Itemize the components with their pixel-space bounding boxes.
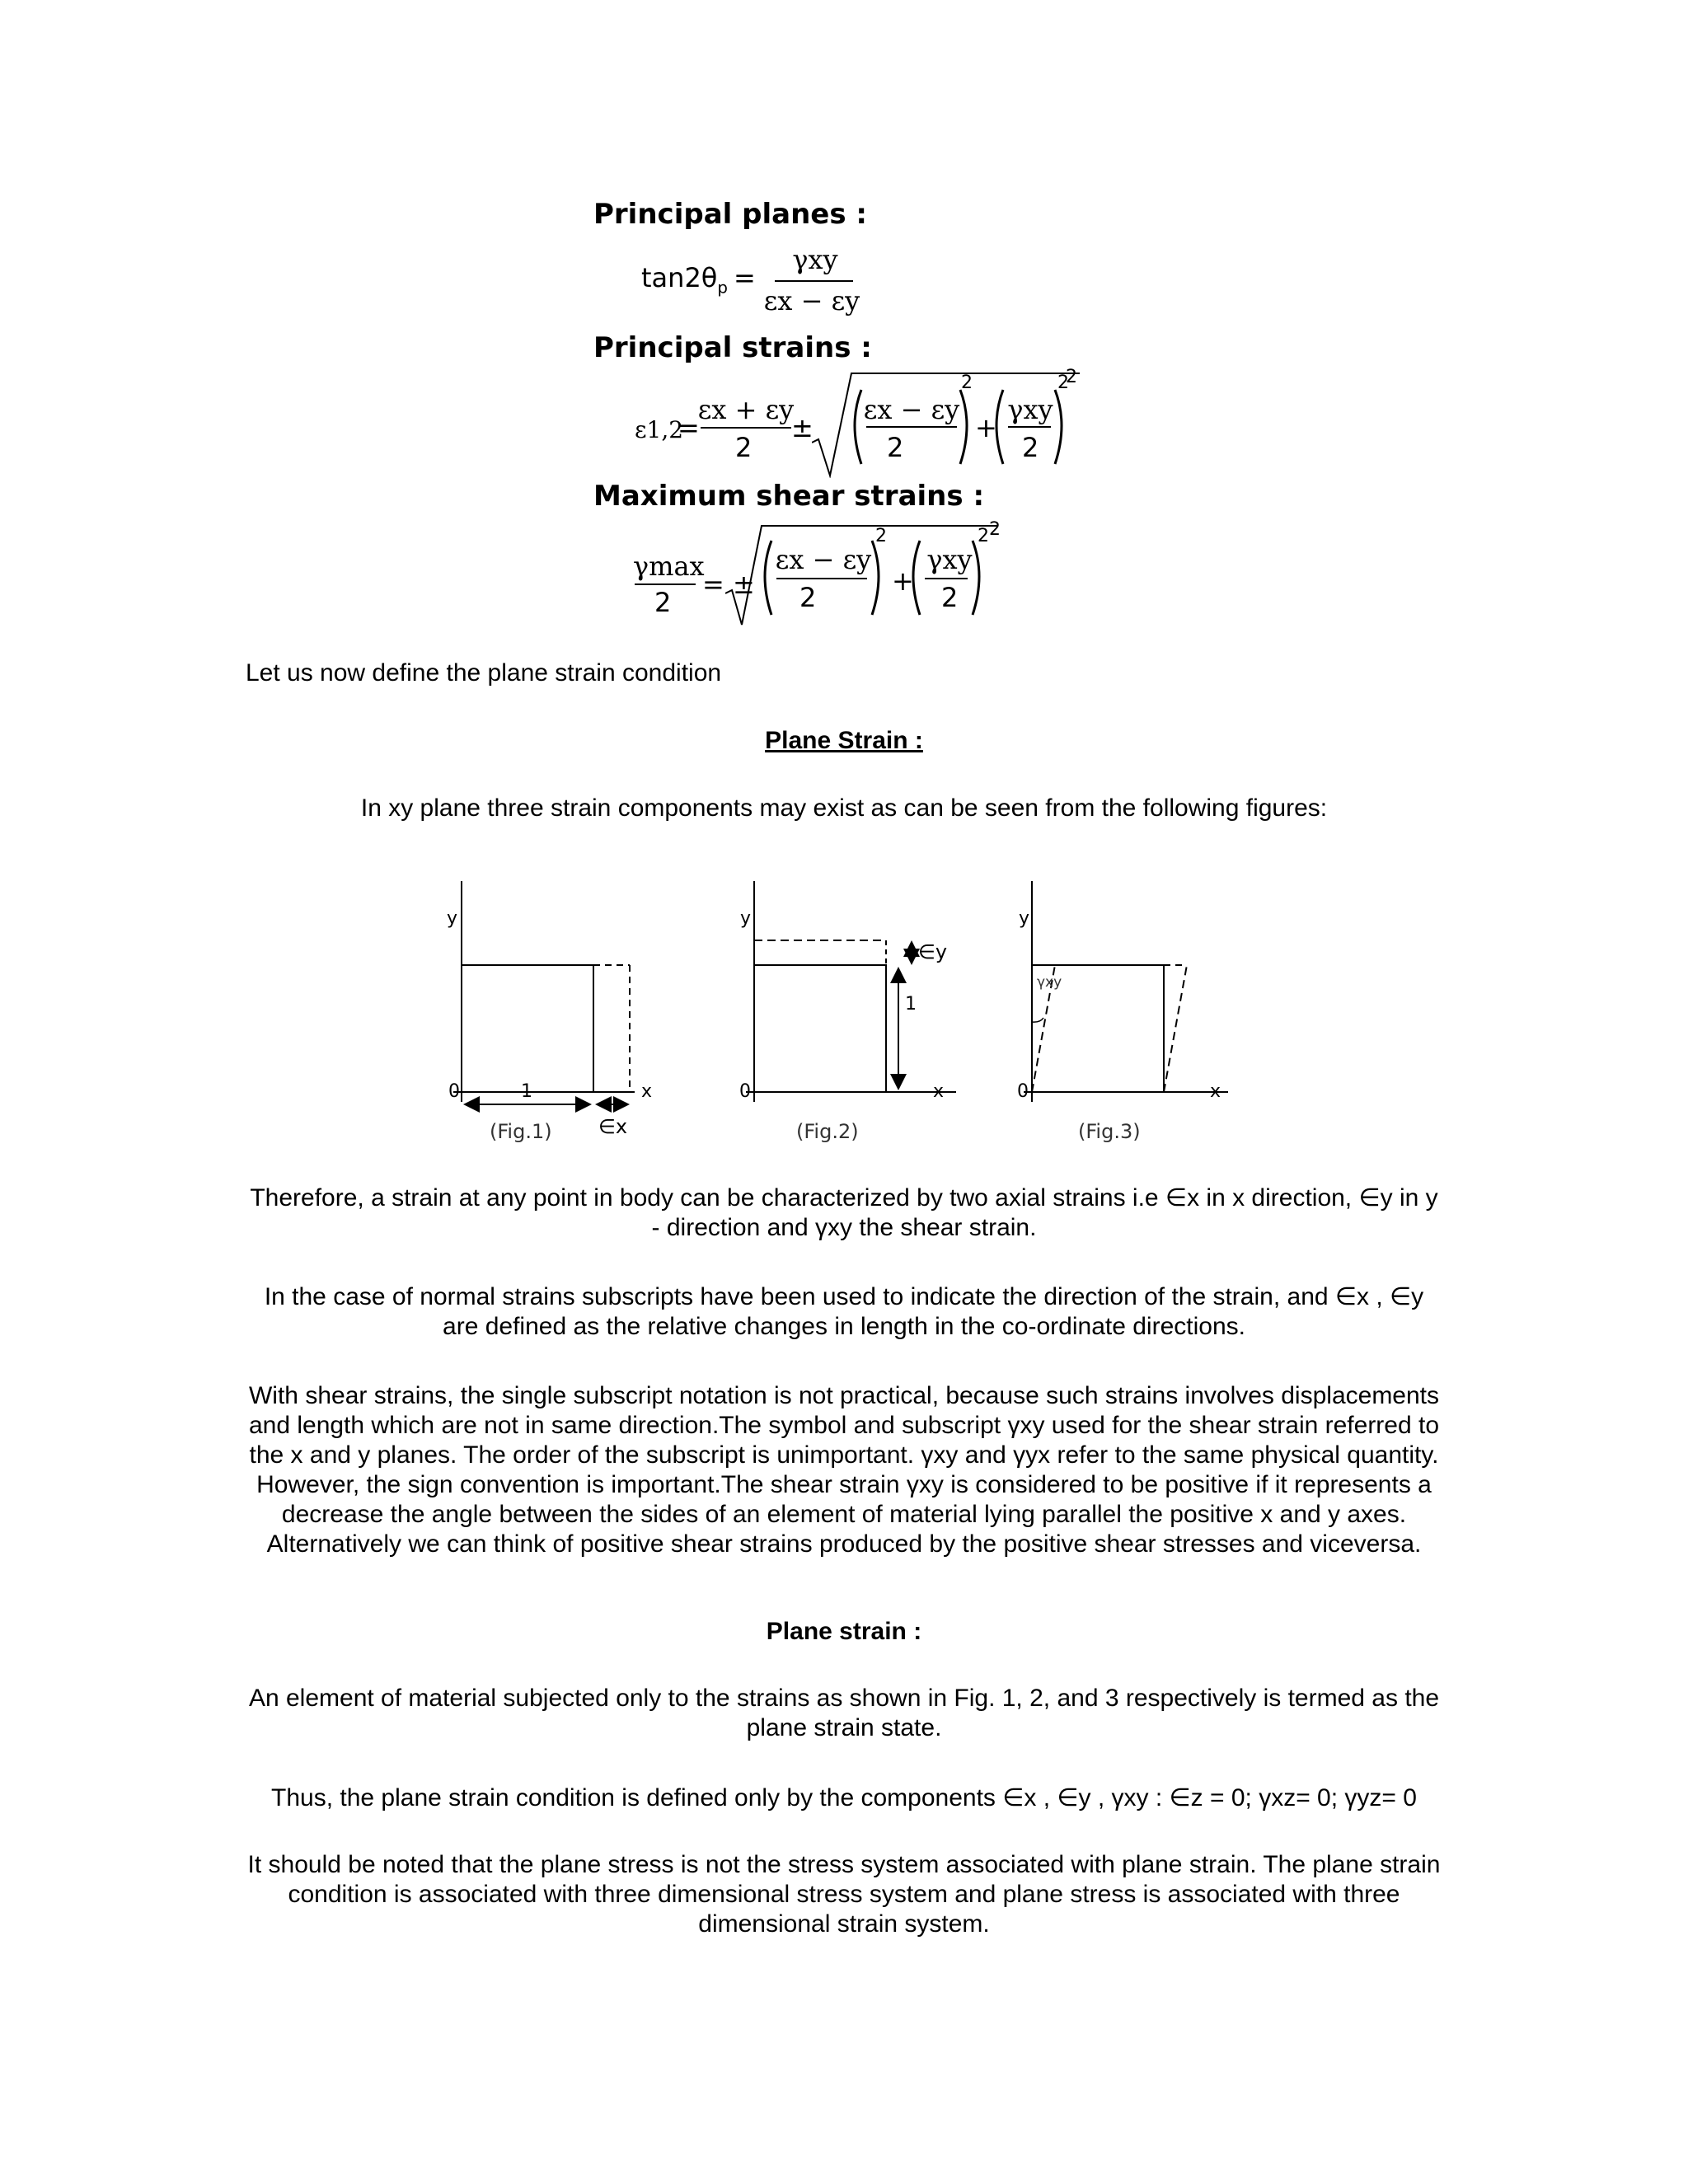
fig2-epsy-label: ∈y [918, 940, 948, 963]
two-den-4: 2 [654, 587, 672, 618]
paragraph-plane-strain-components: Thus, the plane strain condition is defined only by the components ∈x , ∈y , γxy : ∈z = 0; γxz= 0; γyz= 0 [271, 1784, 1417, 1811]
fig1-y-label: y [447, 908, 458, 929]
equals-sign: = [734, 262, 756, 293]
two-den-5: 2 [799, 582, 817, 613]
plus-sign: + [975, 412, 997, 443]
tan-numerator: γxy [792, 244, 838, 275]
fig1-one-label: 1 [521, 1081, 532, 1102]
square-exp-3: 2 [875, 526, 887, 546]
tan-lhs: $\tan 2\theta_p$ [641, 262, 728, 298]
square-exp-2: 2 [1057, 373, 1069, 393]
section-title-plane-strain: Plane Strain : [765, 727, 923, 754]
principal-strains-heading: Principal strains : [593, 331, 872, 364]
fig3-caption: (Fig.3) [1078, 1120, 1141, 1143]
plus-sign-2: + [892, 565, 914, 597]
equals-sign-2: = [678, 412, 700, 443]
eps12-lhs: ε1,2 [635, 416, 684, 443]
fraction-bar-5 [635, 583, 696, 585]
diff-numerator-2: εx − εy [775, 544, 872, 575]
two-den-6: 2 [941, 582, 959, 613]
gmax-numerator: γmax [633, 551, 705, 582]
fig3-shear-angle-arc [1032, 1018, 1043, 1022]
paren-left-2 [996, 390, 1003, 464]
figure-3 [1017, 881, 1228, 1143]
sqrt-exp: 2 [1066, 367, 1077, 387]
fig1-element [462, 965, 593, 1092]
paragraph-normal-strains: In the case of normal strains subscripts have been used to indicate the direction of the strain, and ∈x , ∈y are defined as the relative changes in length in the co-ordinate directions. [264, 1283, 1424, 1340]
fig2-one-label: 1 [905, 994, 917, 1015]
fig2-element [754, 965, 886, 1092]
fig1-caption: (Fig.1) [490, 1120, 552, 1143]
section-title-plane-strain-2: Plane strain : [766, 1618, 922, 1645]
sum-numerator: εx + εy [697, 394, 795, 425]
fraction-bar-2 [701, 427, 791, 429]
strain-figures [412, 869, 1278, 1150]
paragraph-plane-stress-note: It should be noted that the plane stress is not the stress system associated with plane strain. The plane strain condition is associated with three dimensional stress system and plane stress is associated with three dimensional strain system. [247, 1851, 1441, 1938]
fraction-bar [775, 280, 853, 282]
figure-1 [447, 881, 652, 1143]
fig2-origin: 0 [739, 1081, 751, 1102]
tan-denominator: εx − εy [763, 285, 860, 316]
fig3-origin: 0 [1017, 1081, 1029, 1102]
paragraph-plane-strain-state: An element of material subjected only to the strains as shown in Fig. 1, 2, and 3 respectively is termed as the plane strain state. [248, 1685, 1440, 1741]
gamma-numerator-2: γxy [926, 544, 973, 575]
square-exp: 2 [961, 373, 973, 393]
equals-pm: = ± [702, 569, 755, 600]
fig2-x-label: x [933, 1081, 945, 1102]
fig1-origin: 0 [448, 1081, 460, 1102]
max-shear-heading: Maximum shear strains : [593, 480, 985, 513]
fig1-x-label: x [641, 1081, 653, 1102]
square-exp-4: 2 [978, 526, 989, 546]
paren-left-4 [913, 541, 920, 615]
two-den-3: 2 [1022, 432, 1039, 463]
principal-planes-heading: Principal planes : [593, 198, 867, 231]
intro-line: Let us now define the plane strain condition [246, 659, 722, 687]
diff-numerator: εx − εy [863, 394, 960, 425]
fig2-y-label: y [740, 908, 752, 929]
fig2-caption: (Fig.2) [796, 1120, 859, 1143]
paren-right-2 [1055, 390, 1062, 464]
paragraph-shear-strains: With shear strains, the single subscript notation is not practical, because such strains involves displacements and length which are not in same direction.The symbol and subscript γxy used for the shear strain referred to the x and y planes. The order of the subscript is unimportant. γxy and γyx refer to the same physical quantity. However, the sign convention is important.The shear strain γxy is considered to be positive if it represents a decrease the angle between the sides of an element of material lying parallel the positive x and y axes. Alternatively we can think of positive shear strains produced by the positive shear stresses and viceversa. [248, 1382, 1440, 1558]
fig3-dashed-right [1164, 965, 1187, 1092]
paragraph-figures-intro: In xy plane three strain components may exist as can be seen from the following figures: [360, 794, 1328, 822]
fig3-y-label: y [1019, 908, 1030, 929]
two-den: 2 [735, 432, 753, 463]
gamma-numerator: γxy [1007, 394, 1053, 425]
figure-2 [739, 881, 956, 1143]
fig3-gamma-label: γxy [1037, 974, 1062, 991]
sqrt-exp-2: 2 [989, 519, 1001, 540]
plus-minus: ± [791, 412, 814, 443]
fig3-x-label: x [1210, 1081, 1221, 1102]
fig1-epsx-label: ∈x [598, 1115, 628, 1138]
paragraph-axial-strains: Therefore, a strain at any point in body can be characterized by two axial strains i.e ∈x in x direction, ∈y in y - direction and γxy the shear strain. [250, 1184, 1438, 1241]
two-den-2: 2 [887, 432, 904, 463]
